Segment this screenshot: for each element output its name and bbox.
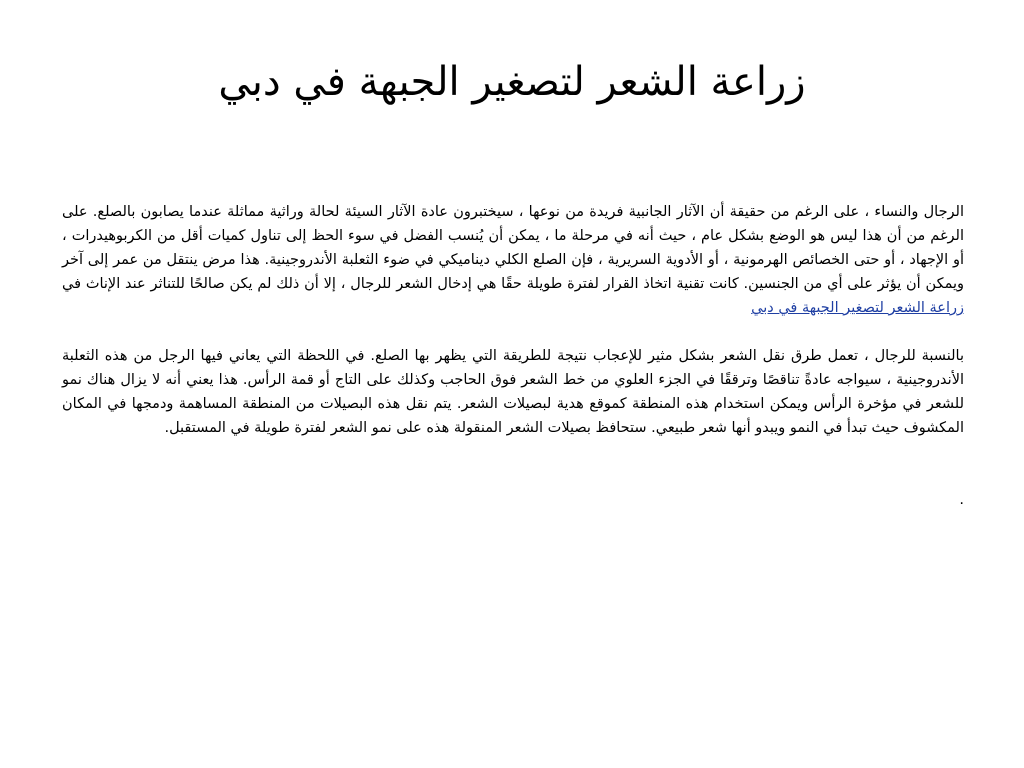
hair-transplant-link[interactable]: زراعة الشعر لتصغير الجبهة في دبي	[751, 300, 964, 316]
trailing-dot: .	[959, 492, 964, 508]
slide-title: زراعة الشعر لتصغير الجبهة في دبي	[218, 59, 806, 105]
slide-body	[62, 200, 964, 512]
body-paragraph-2: بالنسبة للرجال ، تعمل طرق نقل الشعر بشكل مثير للإعجاب نتيجة للطريقة التي يظهر بها الصلع. في اللحظة التي يعاني فيها الرجل من هذه الثعلبة الأندروجينية ، سيواجه عادةً تناقصًا وترققًا في الجزء العلوي من خط الشعر فوق الحاجب وكذلك على التاج أو قمة الرأس. هذا يعني أنه لا يزال هناك نمو للشعر في مؤخرة الرأس ويمكن استخدام هذه المنطقة كموقع هدية لبصيلات الشعر. يتم نقل هذه البصيلات من المنطقة المساهمة ودمجها في المكان المكشوف حيث تبدأ في النمو ويبدو أنها شعر طبيعي. ستحافظ بصيلات الشعر المنقولة هذه على نمو الشعر لفترة طويلة في المستقبل.	[62, 348, 964, 436]
body-paragraph-1	[62, 200, 964, 320]
paragraph-1-text: الرجال والنساء ، على الرغم من حقيقة أن الآثار الجانبية فريدة من نوعها ، سيختبرون عادة الآثار السيئة لحالة وراثية مماثلة عندما يصابون بالصلع. على الرغم من أن هذا ليس هو الوضع بشكل عام ، حيث أنه في مرحلة ما ، يمكن أن يُنسب الفضل في سوء الحظ إلى تناول كميات أقل من الكربوهيدرات ، أو الإجهاد ، أو حتى الخصائص الهرمونية ، أو الأدوية السريرية ، فإن الصلع الكلي ديناميكي في ضوء الثعلبة الأندروجينية. هذا مرض ينتقل من عمر إلى آخر ويمكن أن يؤثر على أي من الجنسين. كانت تقنية اتخاذ القرار لفترة طويلة حقًا هي إدخال الشعر للرجال ، إلا أن ذلك لم يكن صالحًا للتناثر عند الإناث في	[62, 204, 964, 292]
